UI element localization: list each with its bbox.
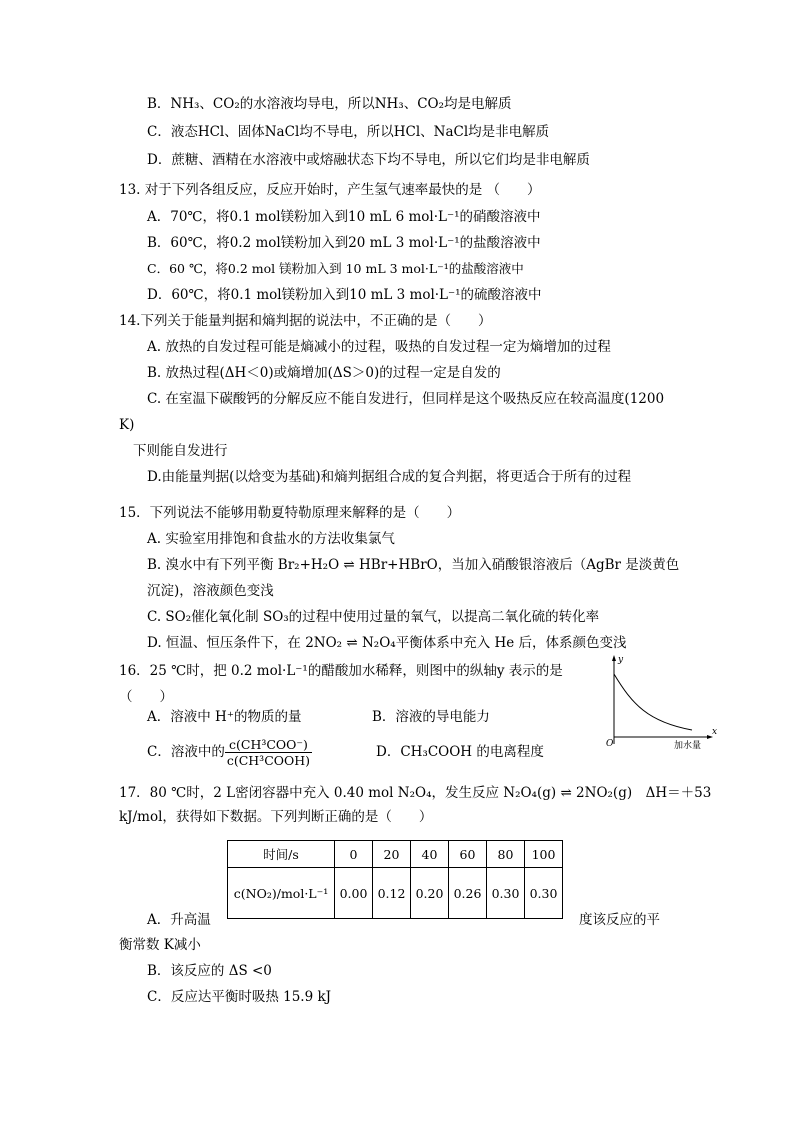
q12-option-b: B．NH₃、CO₂的水溶液均导电，所以NH₃、CO₂均是电解质 xyxy=(147,96,512,112)
q15-option-b-line1: B. 溴水中有下列平衡 Br₂+H₂O ⇌ HBr+HBrO，当加入硝酸银溶液后（AgBr 是淡黄色 xyxy=(147,557,680,573)
table-cell: 100 xyxy=(525,841,563,868)
q17-option-b: B．该反应的 ΔS <0 xyxy=(147,963,272,979)
q17-option-a-cont: 衡常数 K减小 xyxy=(119,937,201,953)
table-row xyxy=(228,841,563,868)
q13-option-b: B．60℃，将0.2 mol镁粉加入到20 mL 3 mol·L⁻¹的盐酸溶液中 xyxy=(147,235,541,251)
table-header-concentration: c(NO₂)/mol·L⁻¹ xyxy=(228,868,335,919)
q12-option-d: D．蔗糖、酒精在水溶液中或熔融状态下均不导电，所以它们均是非电解质 xyxy=(147,152,590,168)
q13-option-c: C．60 ℃，将0.2 mol 镁粉加入到 10 mL 3 mol·L⁻¹的盐酸溶液中 xyxy=(147,261,524,276)
y-axis-label: y xyxy=(618,655,624,665)
q16-option-d: D．CH₃COOH 的电离程度 xyxy=(376,744,544,760)
q13-stem: 13. 对于下列各组反应，反应开始时，产生氢气速率最快的是 （ ） xyxy=(119,182,541,198)
q13-option-a: A．70℃，将0.1 mol镁粉加入到10 mL 6 mol·L⁻¹的硝酸溶液中 xyxy=(147,209,541,225)
q14-option-c-line3: 下则能自发进行 xyxy=(133,443,228,459)
table-cell: 0.30 xyxy=(487,868,525,919)
q17-stem-line1: 17．80 ℃时，2 L密闭容器中充入 0.40 mol N₂O₄，发生反应 N₂O₄(g) ⇌ 2NO₂(g) ΔH＝＋53 xyxy=(119,785,712,801)
table-cell: 0.30 xyxy=(525,868,563,919)
q14-option-c-line1: C. 在室温下碳酸钙的分解反应不能自发进行，但同样是这个吸热反应在较高温度(1200 xyxy=(147,391,665,407)
table-cell: 80 xyxy=(487,841,525,868)
q16-fraction-denominator: c(CH³COOH) xyxy=(226,753,311,768)
table-cell: 0.00 xyxy=(335,868,373,919)
table-cell: 40 xyxy=(411,841,449,868)
y-axis-arrow xyxy=(612,655,616,661)
x-axis-label: x xyxy=(712,727,718,737)
q16-option-c xyxy=(147,734,312,770)
q16-fraction-numerator: c(CH³COO⁻) xyxy=(225,737,312,753)
q15-option-c: C. SO₂催化氧化制 SO₃的过程中使用过量的氧气，以提高二氧化硫的转化率 xyxy=(147,609,600,625)
q14-option-c-line2: K) xyxy=(119,417,135,433)
q16-fraction xyxy=(225,737,312,768)
table-cell: 0.12 xyxy=(373,868,411,919)
q15-option-d: D. 恒温、恒压条件下，在 2NO₂ ⇌ N₂O₄平衡体系中充入 He 后，体系颜色变浅 xyxy=(147,635,627,651)
q17-option-a-left: A．升高温 xyxy=(147,912,211,928)
q14-stem: 14.下列关于能量判据和熵判据的说法中，不正确的是（ ） xyxy=(119,313,492,329)
q16-answer-paren: （ ） xyxy=(119,689,173,705)
q12-option-c: C．液态HCl、固体NaCl均不导电，所以HCl、NaCl均是非电解质 xyxy=(147,124,550,140)
x-axis-title: 加水量 xyxy=(674,741,702,751)
q17-option-c: C．反应达平衡时吸热 15.9 kJ xyxy=(147,989,332,1005)
q14-option-b: B. 放热过程(ΔH＜0)或熵增加(ΔS＞0)的过程一定是自发的 xyxy=(147,365,501,381)
table-cell: 0.26 xyxy=(449,868,487,919)
q17-option-a-right: 度该反应的平 xyxy=(579,912,660,928)
q16-graph xyxy=(600,652,720,752)
q15-option-a: A. 实验室用排饱和食盐水的方法收集氯气 xyxy=(147,531,395,547)
q16-option-a: A．溶液中 H⁺的物质的量 xyxy=(147,709,302,725)
q15-option-b-line2: 沉淀)，溶液颜色变浅 xyxy=(147,583,274,599)
table-cell: 60 xyxy=(449,841,487,868)
table-cell: 20 xyxy=(373,841,411,868)
table-header-time: 时间/s xyxy=(228,841,335,868)
q14-option-d: D.由能量判据(以焓变为基础)和熵判据组合成的复合判据，将更适合于所有的过程 xyxy=(147,469,632,485)
table-row xyxy=(228,868,563,919)
q17-stem-line2: kJ/mol，获得如下数据。下列判断正确的是（ ） xyxy=(119,809,433,825)
q13-option-d: D．60℃，将0.1 mol镁粉加入到10 mL 3 mol·L⁻¹的硫酸溶液中 xyxy=(147,287,542,303)
q16-option-c-prefix: C．溶液中的 xyxy=(147,744,225,760)
origin-label: O xyxy=(606,739,614,749)
table-cell: 0 xyxy=(335,841,373,868)
table-cell: 0.20 xyxy=(411,868,449,919)
q17-data-table xyxy=(227,840,563,919)
q16-option-b: B．溶液的导电能力 xyxy=(372,709,490,725)
decay-curve xyxy=(614,674,692,730)
q15-stem: 15．下列说法不能够用勒夏特勒原理来解释的是（ ） xyxy=(119,505,461,521)
q14-option-a: A. 放热的自发过程可能是熵减小的过程，吸热的自发过程一定为熵增加的过程 xyxy=(147,339,611,355)
q16-stem: 16．25 ℃时，把 0.2 mol·L⁻¹的醋酸加水稀释，则图中的纵轴y 表示的是 xyxy=(119,663,563,679)
